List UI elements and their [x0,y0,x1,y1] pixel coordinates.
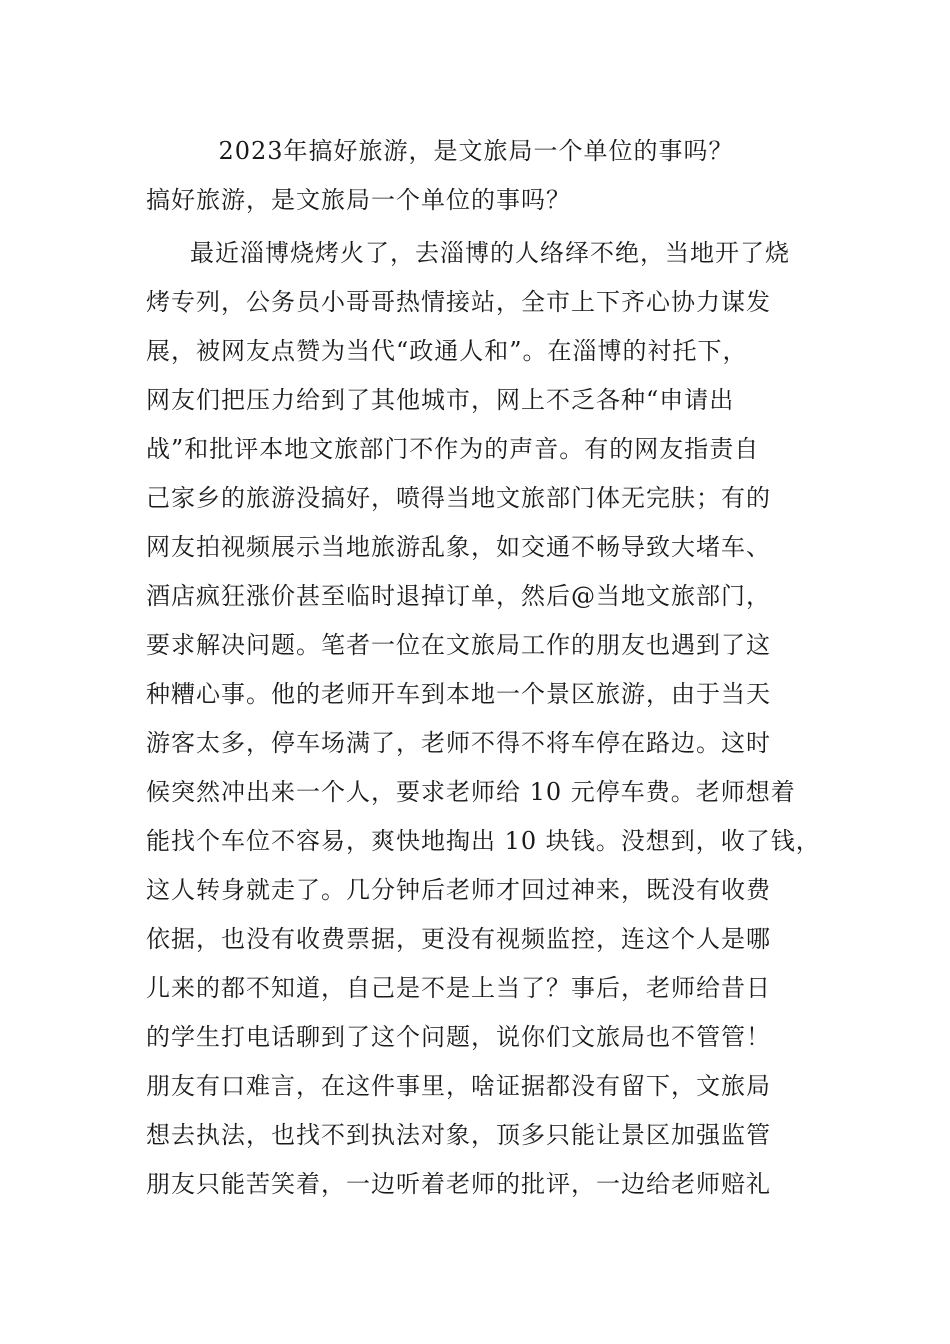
text-line: 网友们把压力给到了其他城市，网上不乏各种“申请出 [146,386,735,414]
text-line: 种糟心事。他的老师开车到本地一个景区旅游，由于当天 [146,680,771,708]
text-line: 己家乡的旅游没搞好，喷得当地文旅部门体无完肤；有的 [146,484,771,512]
text-line: 最近淄博烧烤火了，去淄博的人络绎不绝，当地开了烧 [190,239,790,267]
text-line: 游客太多，停车场满了，老师不得不将车停在路边。这时 [146,729,771,757]
body-paragraph [146,229,836,1209]
text-line: 酒店疯狂涨价甚至临时退掉订单，然后@当地文旅部门， [146,582,771,610]
text-line: 战”和批评本地文旅部门不作为的声音。有的网友指责自 [146,435,760,463]
text-line: 朋友有口难言，在这件事里，啥证据都没有留下，文旅局 [146,1072,771,1100]
text-line: 能找个车位不容易，爽快地掏出 10 块钱。没想到，收了钱， [146,827,821,855]
text-line: 这人转身就走了。几分钟后老师才回过神来，既没有收费 [146,876,771,904]
text-line: 候突然冲出来一个人，要求老师给 10 元停车费。老师想着 [146,778,796,806]
document-subtitle: 搞好旅游，是文旅局一个单位的事吗？ [146,186,571,214]
text-line: 要求解决问题。笔者一位在文旅局工作的朋友也遇到了这 [146,631,771,659]
text-line: 想去执法，也找不到执法对象，顶多只能让景区加强监管 [146,1121,771,1149]
document-title: 2023年搞好旅游，是文旅局一个单位的事吗？ [218,137,734,165]
text-line: 烤专列，公务员小哥哥热情接站，全市上下齐心协力谋发 [146,288,771,316]
text-line: 依据，也没有收费票据，更没有视频监控，连这个人是哪 [146,925,771,953]
text-line: 的学生打电话聊到了这个问题，说你们文旅局也不管管！ [146,1023,771,1051]
text-line: 展，被网友点赞为当代“政通人和”。在淄博的衬托下， [146,337,748,365]
text-line: 儿来的都不知道，自己是不是上当了？事后，老师给昔日 [146,974,771,1002]
text-line: 朋友只能苦笑着，一边听着老师的批评，一边给老师赔礼 [146,1170,771,1198]
text-line: 网友拍视频展示当地旅游乱象，如交通不畅导致大堵车、 [146,533,771,561]
